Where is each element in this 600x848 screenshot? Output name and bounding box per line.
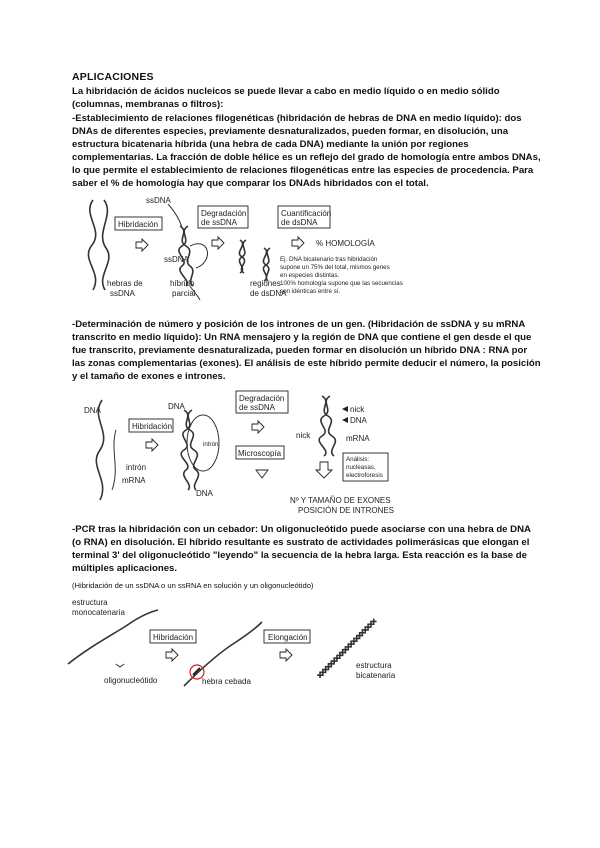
note-line-5: son idénticas entre sí. xyxy=(280,288,341,295)
ssdna-strand-2 xyxy=(103,200,109,290)
note-line-3: en especies distintas. xyxy=(280,272,340,279)
label-homologia: % HOMOLOGÍA xyxy=(316,239,375,248)
box-hibridacion-3-text: Hibridación xyxy=(153,633,194,642)
label-intron-loop: intrón xyxy=(203,441,219,448)
label-dna-left: DNA xyxy=(84,406,101,415)
box-analisis-line3: electroforesis xyxy=(346,472,383,479)
dna-strand-left xyxy=(96,400,103,500)
label-dna-top: DNA xyxy=(168,402,185,411)
mrna-strand-left xyxy=(112,430,116,490)
arrow-right-7 xyxy=(280,649,292,661)
box-hibridacion-2-text: Hibridación xyxy=(132,422,173,431)
label-hibrido-2: parcial xyxy=(172,289,196,298)
label-intron: intrón xyxy=(126,463,147,472)
label-estructura-2: monocatenaria xyxy=(72,608,125,617)
label-hibrido-1: híbrido xyxy=(170,279,195,288)
box-hibridacion-1-text: Hibridación xyxy=(118,220,159,229)
arrow-right-2 xyxy=(212,237,224,249)
label-nick-left: nick xyxy=(296,431,311,440)
label-hebras-1: hebras de xyxy=(107,279,143,288)
box-degradacion-1-line2: de ssDNA xyxy=(201,218,238,227)
arrow-curved xyxy=(256,470,268,478)
label-dna-bottom: DNA xyxy=(196,489,213,498)
arrow-right-6 xyxy=(166,649,178,661)
intro-paragraph: La hibridación de ácidos nucleicos se puede llevar a cabo en medio líquido o en medio sólido (columnas, membranas o filtros): xyxy=(72,86,500,110)
label-hebra-cebada: hebra cebada xyxy=(202,677,251,686)
phylogeny-paragraph: -Establecimiento de relaciones filogenéticas (hibridación de hebras de DNA en medio líquido): dos DNAs de diferentes especies, previamente desnaturalizados, pueden formar, en disolución, una estructura bicatenaria híbrida (una hebra de cada DNA) mediante la unión por regiones complementarias. La fracción de doble hélice es un reflejo del grado de homología entre ambos DNAs, lo que permite el establecimiento de relaciones filogenéticas entre las especies de procedencia. Para saber el % de homología hay que comparar los DNAds hibridados con el total. xyxy=(72,113,541,189)
box-microscopia-text: Microscopía xyxy=(238,449,282,458)
note-line-1: Ej. DNA bicatenario tras hibridación xyxy=(280,256,378,263)
result-line-1: Nº Y TAMAÑO DE EXONES xyxy=(290,496,391,505)
note-line-4: 100% homología supone que las secuencias xyxy=(280,280,403,287)
arrow-right-5 xyxy=(252,421,264,433)
box-degradacion-2-line2: de ssDNA xyxy=(239,403,276,412)
section-heading: APLICACIONES xyxy=(72,71,154,83)
label-estructura-1: estructura xyxy=(72,598,108,607)
arrow-down xyxy=(316,462,332,478)
label-bicatenaria-2: bicatenaria xyxy=(356,671,396,680)
figure-introns xyxy=(84,391,394,515)
box-degradacion-1-line1: Degradación xyxy=(201,209,247,218)
dna-arrow-right xyxy=(342,417,348,423)
nick-arrow-top xyxy=(342,406,348,412)
box-analisis-line2: nucleasas, xyxy=(346,464,376,471)
label-nick-top: nick xyxy=(350,405,365,414)
label-regiones-2: de dsDNA xyxy=(250,289,287,298)
label-mrna-left: mRNA xyxy=(122,476,146,485)
note-line-2: supone un 75% del total, mismos genes xyxy=(280,264,390,271)
hybrid-strand-top xyxy=(168,204,182,228)
ssdna-strand-1 xyxy=(88,200,95,290)
label-ssdna-top: ssDNA xyxy=(146,196,171,205)
figure3-caption: (Hibridación de un ssDNA o un ssRNA en solución y un oligonucleótido) xyxy=(72,581,314,590)
hybrid-loop xyxy=(190,244,207,268)
label-dna-right: DNA xyxy=(350,416,367,425)
intron-paragraph: -Determinación de número y posición de los intrones de un gen. (Hibridación de ssDNA y su mRNA transcrito en medio líquido): Un RNA mensajero y la región de DNA que contiene el gen desde el que fue transcrito, previamente desnaturalizada, pueden formar en disolución un híbrido DNA : RNA por las zonas complementarias (exones). El análisis de este híbrido permite deducir el número, la posición y el tamaño de exones e intrones. xyxy=(72,319,541,382)
box-elongacion-text: Elongación xyxy=(268,633,308,642)
figure-phylogeny xyxy=(88,196,402,300)
result-line-2: POSICIÓN DE INTRONES xyxy=(298,506,395,515)
oligo-small xyxy=(116,664,124,667)
hybrid2-helix-a xyxy=(184,410,199,490)
box-cuantificacion-line2: de dsDNA xyxy=(281,218,318,227)
single-strand-long xyxy=(68,610,158,664)
box-cuantificacion-line1: Cuantificación xyxy=(281,209,332,218)
label-oligo: oligonucleótido xyxy=(104,676,158,685)
arrow-right-3 xyxy=(292,237,304,249)
box-degradacion-2-line1: Degradación xyxy=(239,394,285,403)
arrow-right-4 xyxy=(146,439,158,451)
figure-pcr xyxy=(68,598,396,686)
arrow-right-1 xyxy=(136,239,148,251)
pcr-paragraph: -PCR tras la hibridación con un cebador: Un oligonucleótido puede asociarse con una hebra de DNA (o RNA) en disolución. El híbrido resultante es sustrato de actividades polimerásicas que elongan el terminal 3' del oligonucleótido "leyendo" la secuencia de la hebra larga. Esta reacción es la base de múltiples aplicaciones. xyxy=(72,524,531,574)
label-ssdna-mid: ssDNA xyxy=(164,255,189,264)
box-analisis-line1: Análisis: xyxy=(346,456,370,463)
label-hebras-2: ssDNA xyxy=(110,289,135,298)
label-bicatenaria-1: estructura xyxy=(356,661,392,670)
label-regiones-1: regiones xyxy=(250,279,281,288)
label-mrna-right: mRNA xyxy=(346,434,370,443)
